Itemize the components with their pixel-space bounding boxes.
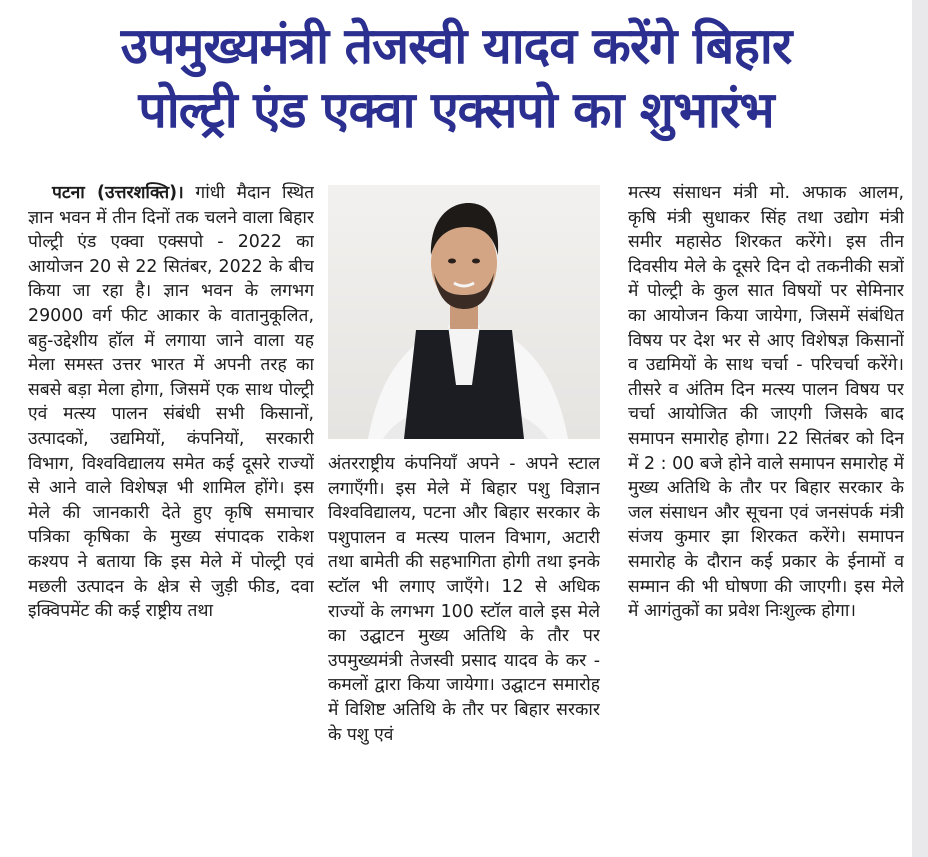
portrait-photo (328, 185, 600, 439)
article-column-3 (628, 181, 904, 831)
article-column-1 (28, 181, 314, 831)
headline-line-2: पोल्ट्री एंड एक्वा एक्सपो का शुभारंभ (138, 81, 774, 139)
headline (0, 14, 912, 142)
portrait-illustration (328, 185, 600, 439)
column-2-text: अंतरराष्ट्रीय कंपनियाँ अपने - अपने स्टाल लगाएँगी। इस मेले में बिहार पशु विज्ञान विश्वविद्यालय, पटना और बिहार सरकार के पशुपालन व मत्स्य पालन विभाग, अटारी तथा बामेती की सहभागिता होगी तथा इनके स्टॉल भी लगाए जाएँगे। 12 से अधिक राज्यों के लगभग 100 स्टॉल वाले इस मेले का उद्घाटन मुख्य अतिथि के तौर पर उपमुख्यमंत्री तेजस्वी प्रसाद यादव के कर - कमलों द्वारा किया जायेगा। उद्घाटन समारोह में विशिष्ट अतिथि के तौर पर बिहार सरकार के पशु एवं (328, 454, 600, 745)
headline-line-1: उपमुख्यमंत्री तेजस्वी यादव करेंगे बिहार (120, 17, 792, 75)
column-3-text: मत्स्य संसाधन मंत्री मो. अफाक आलम, कृषि मंत्री सुधाकर सिंह तथा उद्योग मंत्री समीर महासेठ शिरकत करेंगे। इस तीन दिवसीय मेले के दूसरे दिन दो तकनीकी सत्रों में पोल्ट्री के कुल सात विषयों पर सेमिनार का आयोजन किया जायेगा, जिसमें संबंधित विषय पर देश भर से आए विशेषज्ञ किसानों व उद्यमियों के साथ चर्चा - परिचर्चा करेंगे। तीसरे व अंतिम दिन मत्स्य पालन विषय पर चर्चा आयोजित की जाएगी जिसके बाद समापन समारोह होगा। 22 सितंबर को दिन में 2 : 00 बजे होने वाले समापन समारोह में मुख्य अतिथि के तौर पर बिहार सरकार के जल संसाधन और सूचना एवं जनसंपर्क मंत्री संजय कुमार झा शिरकत करेंगे। समापन समारोह के दौरान कई प्रकार के ईनामों व सम्मान की भी घोषणा की जाएगी। इस मेले में आगंतुकों का प्रवेश निःशुल्क होगा। (628, 183, 904, 622)
page-edge-strip (912, 0, 928, 857)
article-column-2 (328, 452, 600, 832)
dateline: पटना (उत्तरशक्ति)। (52, 183, 184, 203)
column-1-text: गांधी मैदान स्थित ज्ञान भवन में तीन दिनों तक चलने वाला बिहार पोल्ट्री एंड एक्वा एक्सपो - 2022 का आयोजन 20 से 22 सितंबर, 2022 के बीच किया जा रहा है। ज्ञान भवन के लगभग 29000 वर्ग फीट आकार के वातानुकूलित, बहु-उद्देशीय हॉल में लगाया जाने वाला यह मेला समस्त उत्तर भारत में अपनी तरह का सबसे बड़ा मेला होगा, जिसमें एक साथ पोल्ट्री एवं मत्स्य पालन संबंधी सभी किसानों, उत्पादकों, उद्यमियों, कंपनियों, सरकारी विभाग, विश्वविद्यालय समेत कई दूसरे राज्यों से आने वाले विशेषज्ञ भी शामिल होंगे। इस मेले की जानकारी देते हुए कृषि समाचार पत्रिका कृषिका के मुख्य संपादक राकेश कश्यप ने बताया कि इस मेले में पोल्ट्री एवं मछली उत्पादन के क्षेत्र से जुड़ी फीड, दवा इक्विपमेंट की कई राष्ट्रीय तथा (28, 183, 314, 622)
